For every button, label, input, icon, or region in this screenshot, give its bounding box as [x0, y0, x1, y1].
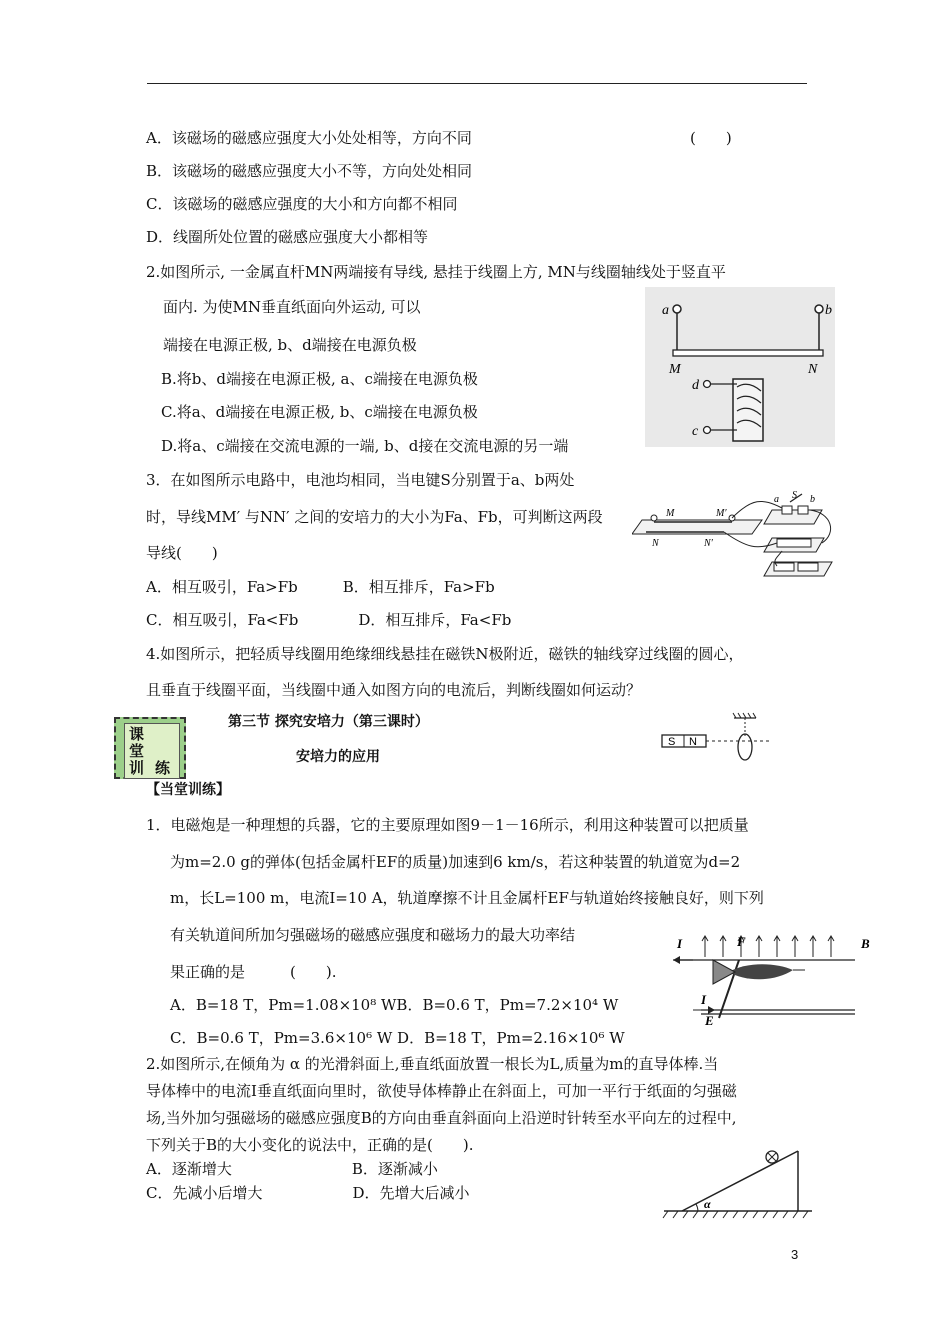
incline-label-alpha: α: [704, 1197, 711, 1211]
q3-stem-1: 3．在如图所示电路中，电池均相同，当电键S分别置于a、b两处: [146, 471, 575, 489]
circuit-label-a: a: [774, 494, 779, 505]
p2-option-ab: A．逐渐增大 B．逐渐减小: [146, 1160, 438, 1178]
badge-char-1: 课: [129, 725, 145, 743]
rail-label-E: E: [705, 1013, 714, 1027]
circuit-label-M-prime: M′: [716, 508, 727, 519]
circuit-label-b: b: [810, 494, 815, 505]
lesson-badge: [114, 717, 186, 779]
fig-label-c: c: [692, 424, 699, 439]
circuit-figure: [632, 488, 842, 583]
q1-option-b: B．该磁场的磁感应强度大小不等，方向处处相同: [146, 162, 473, 180]
p2-line-4: 下列关于B的大小变化的说法中，正确的是( ).: [146, 1136, 474, 1154]
magnet-loop-figure: [660, 712, 780, 772]
p2-line-2: 导体棒中的电流I垂直纸面向里时，欲使导体棒静止在斜面上，可加一平行于纸面的匀强磁: [146, 1082, 737, 1100]
q3-stem-3: 导线( ): [146, 544, 218, 562]
q2-option-c: C.将a、d端接在电源正极, b、c端接在电源负极: [161, 403, 478, 421]
coil-rod-figure: [645, 287, 835, 447]
q1-option-a: A．该磁场的磁感应强度大小处处相等，方向不同: [146, 129, 472, 147]
badge-char-3: 训: [129, 759, 145, 777]
p1-line-1: 1．电磁炮是一种理想的兵器，它的主要原理如图9－1－16所示，利用这种装置可以把质量: [146, 816, 749, 834]
q4-stem-1: 4.如图所示，把轻质导线圈用绝缘细线悬挂在磁铁N极附近，磁铁的轴线穿过线圈的圆心，: [146, 645, 744, 663]
circuit-label-N-prime: N′: [704, 538, 713, 549]
rail-label-F: F: [737, 934, 746, 949]
fig-label-N: N: [808, 362, 818, 377]
top-rule: [147, 83, 807, 84]
q2-stem-1: 2.如图所示, 一金属直杆MN两端接有导线, 悬挂于线圈上方, MN与线圈轴线处于竖直平: [146, 263, 726, 281]
p2-option-cd: C．先减小后增大 D．先增大后减小: [146, 1184, 470, 1202]
rail-label-I-top: I: [677, 936, 683, 951]
p1-option-cd: C．B=0.6 T，Pm=3.6×10⁶ W D．B=18 T，Pm=2.16×10⁶ W: [170, 1029, 625, 1047]
fig-label-d: d: [692, 378, 699, 393]
q3-option-cd: C．相互吸引，Fa<Fb D．相互排斥，Fa<Fb: [146, 611, 512, 629]
magnet-label-N: N: [689, 736, 697, 748]
p2-line-1: 2.如图所示,在倾角为 α 的光滑斜面上,垂直纸面放置一根长为L,质量为m的直导体棒.当: [146, 1055, 719, 1073]
q1-option-d: D．线圈所处位置的磁感应强度大小都相等: [146, 228, 429, 246]
q3-stem-2: 时，导线MM′ 与NN′ 之间的安培力的大小为Fa、Fb，可判断这两段: [146, 508, 603, 526]
circuit-label-M: M: [666, 508, 675, 519]
incline-figure: [660, 1145, 820, 1220]
q2-option-d: D.将a、c端接在交流电源的一端, b、d接在交流电源的另一端: [161, 437, 569, 455]
fig-label-M: M: [669, 362, 681, 377]
badge-char-2: 堂: [129, 742, 145, 760]
rail-label-B: B: [861, 936, 870, 951]
badge-char-4: 练: [155, 759, 171, 777]
magnet-label-S: S: [668, 736, 676, 748]
railgun-figure: [665, 932, 880, 1027]
fig-label-a: a: [662, 303, 669, 318]
rail-label-I-bottom: I: [701, 992, 707, 1007]
circuit-label-S: S: [792, 490, 797, 501]
circuit-label-N: N: [652, 538, 659, 549]
p2-line-3: 场,当外加匀强磁场的磁感应强度B的方向由垂直斜面向上沿逆时针转至水平向左的过程中,: [146, 1109, 737, 1127]
q2-option-a: 端接在电源正极, b、d端接在电源负极: [163, 336, 417, 354]
section-subtitle: 安培力的应用: [296, 749, 380, 765]
q3-option-ab: A．相互吸引，Fa>Fb B．相互排斥，Fa>Fb: [146, 578, 495, 596]
q1-option-c: C．该磁场的磁感应强度的大小和方向都不相同: [146, 195, 458, 213]
p1-line-3: m，长L=100 m，电流I=10 A，轨道摩擦不计且金属杆EF与轨道始终接触良好，则下列: [170, 889, 764, 907]
p1-line-5: 果正确的是 ( ).: [170, 963, 337, 981]
training-heading: 【当堂训练】: [146, 782, 230, 798]
page-number: 3: [791, 1247, 799, 1262]
q2-option-b: B.将b、d端接在电源正极, a、c端接在电源负极: [161, 370, 478, 388]
fig-label-b: b: [825, 303, 832, 318]
q4-stem-2: 且垂直于线圈平面，当线圈中通入如图方向的电流后，判断线圈如何运动？: [146, 681, 642, 699]
p1-line-4: 有关轨道间所加匀强磁场的磁感应强度和磁场力的最大功率结: [170, 926, 576, 944]
p1-option-ab: A．B=18 T，Pm=1.08×10⁸ WB．B=0.6 T，Pm=7.2×10⁴ W: [170, 996, 619, 1014]
q1-answer-paren: ( ): [690, 129, 732, 147]
section-title: 第三节 探究安培力（第三课时）: [228, 714, 429, 730]
q2-stem-2: 面内. 为使MN垂直纸面向外运动, 可以: [163, 298, 421, 316]
p1-line-2: 为m=2.0 g的弹体(包括金属杆EF的质量)加速到6 km/s，若这种装置的轨道宽为d=2: [170, 853, 741, 871]
